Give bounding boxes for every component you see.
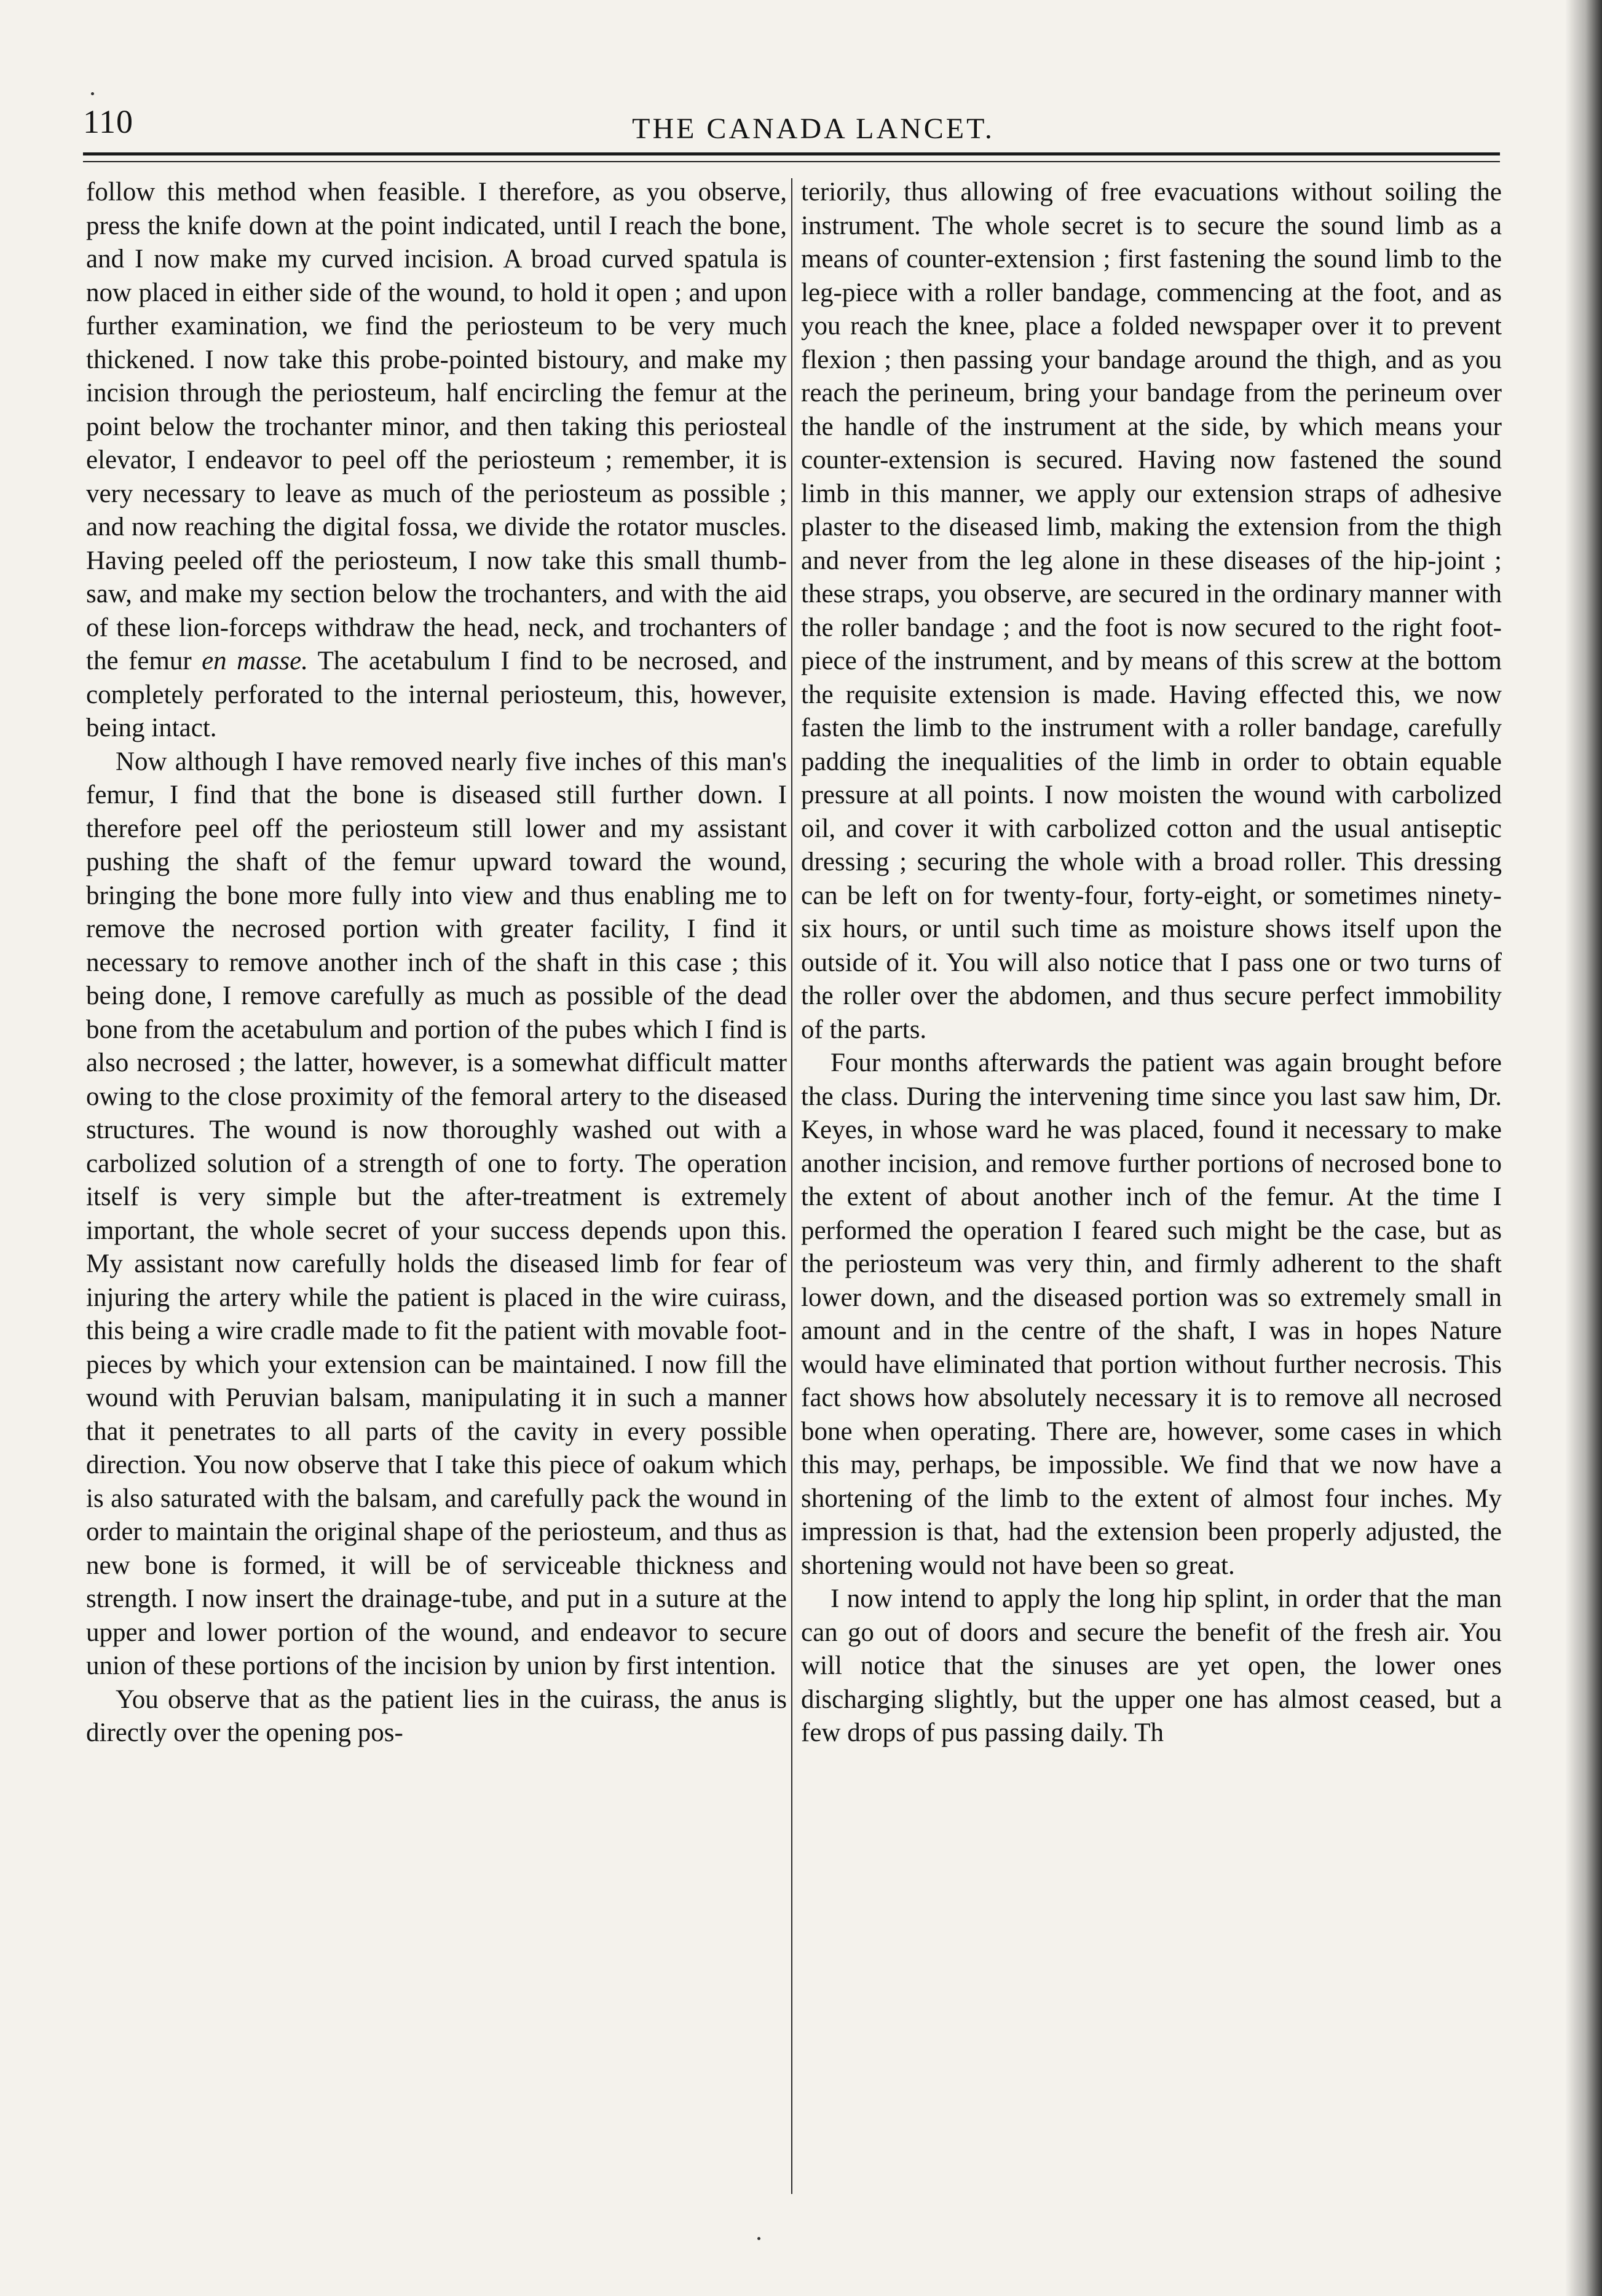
paragraph-text: follow this method when feasible. I therefore, as you observe, press the knife down at the point indicated, until I reach the bone, and I now make my curved incision. A broad curved spatula is now placed in either side of the wound, to hold it open ; and upon further examination, we find the periosteum to be very much thickened. I now take this probe-pointed bistoury, and make my incision through the periosteum, half encircling the femur at the point below the trochanter minor, and then taking this periosteal elevator, I endeavor to peel off the periosteum ; remember, it is very necessary to leave as much of the periosteum as possible ; and now reaching the digital fossa, we divide the rotator muscles. Having peeled off the periosteum, I now take this small thumb-saw, and make my section below the trochanters, and with the aid of these lion-forceps withdraw the head, neck, and trochanters of the femur [86, 178, 787, 675]
ink-speck [757, 2237, 760, 2240]
paragraph: teriorily, thus allowing of free evacuations without soiling the instrument. The whole secret is to secure the sound limb as a means of counter-extension ; first fastening the sound limb to the leg-piece with a roller bandage, commencing at the foot, and as you reach the knee, place a folded newspaper over it to prevent flexion ; then passing your bandage around the thigh, and as you reach the perineum, bring your bandage from the perineum over the handle of the instrument at the side, by which means your counter-extension is secured. Having now fastened the sound limb in this manner, we apply our extension straps of adhesive plaster to the diseased limb, making the extension from the thigh and never from the leg alone in these diseases of the hip-joint ; these straps, you observe, are secured in the ordinary manner with the roller bandage ; and the foot is now secured to the right foot-piece of the instrument, and by means of this screw at the bottom the requisite extension is made. Having effected this, we now fasten the limb to the instrument with a roller bandage, carefully padding the inequalities of the limb in order to obtain equable pressure at all points. I now moisten the wound with carbolized oil, and cover it with carbolized cotton and the usual antiseptic dressing ; securing the whole with a broad roller. This dressing can be left on for twenty-four, forty-eight, or sometimes ninety-six hours, or until such time as moisture shows itself upon the outside of it. You will also notice that I pass one or two turns of the roller over the abdomen, and thus secure perfect immobility of the parts. [801, 178, 1502, 1044]
paragraph: Now although I have removed nearly five inches of this man's femur, I find that the bone is diseased still further down. I therefore peel off the periosteum still lower and my assistant pushing the shaft of the femur upward toward the wound, bringing the bone more fully into view and thus enabling me to remove the necrosed portion with greater facility, I find it necessary to remove another inch of the shaft in this case ; this being done, I remove carefully as much as possible of the dead bone from the acetabulum and portion of the pubes which I find is also necrosed ; the latter, however, is a somewhat difficult matter owing to the close proximity of the femoral artery to the diseased structures. The wound is now thoroughly washed out with a carbolized solution of a strength of one to forty. The operation itself is very simple but the after-treatment is extremely important, the whole secret of your success depends upon this. My assistant now carefully holds the diseased limb for fear of injuring the artery while the patient is placed in the wire cuirass, this being a wire cradle made to fit the patient with movable foot-pieces by which your extension can be maintained. I now fill the wound with Peruvian balsam, manipulating it in such a manner that it penetrates to all parts of the cavity in every possible direction. You now observe that I take this piece of oakum which is also saturated with the balsam, and carefully pack the wound in order to maintain the original shape of the periosteum, and thus as new bone is formed, it will be of serviceable thickness and strength. I now insert the drainage-tube, and put in a suture at the upper and lower portion of the wound, and endeavor to secure union of these portions of the incision by union by first intention. [86, 747, 787, 1680]
page-header [0, 0, 1602, 160]
scan-edge-shadow [1565, 0, 1602, 2296]
column-divider [791, 178, 792, 2194]
paragraph: Four months afterwards the patient was again brought before the class. During the intervening time since you last saw him, Dr. Keyes, in whose ward he was placed, found it necessary to make another incision, and remove further portions of necrosed bone to the extent of about another inch of the femur. At the time I performed the operation I feared such might be the case, but as the periosteum was very thin, and firmly adherent to the shaft lower down, and the diseased portion was so extremely small in amount and in the centre of the shaft, I was in hopes Nature would have eliminated that portion without further necrosis. This fact shows how absolutely necessary it is to remove all necrosed bone when operating. There are, however, some cases in which this may, perhaps, be impossible. We find that we now have a shortening of the limb to the extent of almost four inches. My impression is that, had the extension been properly adjusted, the shortening would not have been so great. [801, 1048, 1502, 1580]
italic-phrase: en masse. [202, 647, 308, 675]
paragraph: You observe that as the patient lies in the cuirass, the anus is directly over the opening pos- [86, 1685, 787, 1747]
page-number: 110 [83, 103, 133, 140]
header-rule-thin [83, 161, 1500, 162]
paragraph: I now intend to apply the long hip splint, in order that the man can go out of doors and secure the benefit of the fresh air. You will notice that the sinuses are yet open, the lower ones discharging slightly, but the upper one has almost ceased, but a few drops of pus passing daily. Th [801, 1584, 1502, 1747]
running-title: THE CANADA LANCET. [632, 112, 995, 145]
ink-speck [91, 92, 94, 95]
right-column [801, 176, 1502, 2198]
paragraph-text-continued: The acetabulum I find to be necrosed, and completely perforated to the internal periosteum, this, however, being intact. [86, 647, 787, 742]
paragraph [86, 176, 787, 745]
header-rule-thick [83, 152, 1500, 155]
left-column [86, 176, 787, 2198]
